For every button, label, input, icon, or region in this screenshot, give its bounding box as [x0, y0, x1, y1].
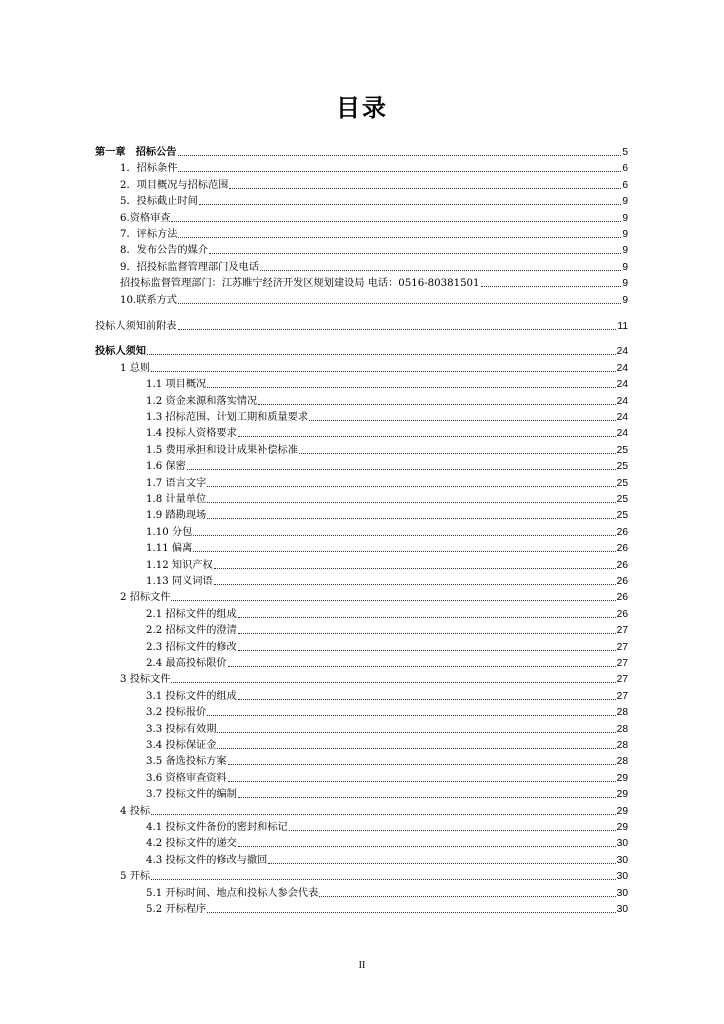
- toc-entry-page: 30: [616, 904, 628, 915]
- toc-leader-dots: [217, 731, 615, 733]
- toc-entry-page: 25: [616, 477, 628, 489]
- toc-leader-dots: [289, 829, 616, 831]
- toc-entry[interactable]: [146, 736, 628, 752]
- toc-entry[interactable]: [146, 654, 628, 670]
- toc-entry[interactable]: [146, 539, 628, 555]
- toc-entry[interactable]: [146, 752, 628, 768]
- toc-entry-title: 4.2 投标文件的递交: [146, 838, 237, 850]
- toc-entry-page: 24: [616, 395, 628, 407]
- toc-entry-page: 30: [616, 854, 628, 866]
- toc-entry-title: 1.5 费用承担和设计成果补偿标准: [146, 444, 298, 456]
- toc-entry[interactable]: [120, 225, 628, 241]
- toc-leader-dots: [187, 468, 616, 470]
- toc-entry-title: 1.4 投标人资格要求: [146, 428, 237, 440]
- toc-entry-title: 1．招标条件: [120, 163, 178, 175]
- toc-entry[interactable]: [146, 884, 628, 900]
- toc-leader-dots: [228, 665, 616, 667]
- toc-entry-page: 30: [616, 887, 628, 899]
- toc-entry-title: 9．招投标监督管理部门及电话: [120, 261, 259, 273]
- page-number-footer: II: [358, 960, 366, 971]
- toc-entry-page: 26: [616, 526, 628, 538]
- toc-entry[interactable]: [120, 192, 628, 208]
- toc-entry-page: 25: [616, 444, 628, 456]
- toc-entry-page: 25: [616, 510, 628, 522]
- toc-entry[interactable]: [146, 424, 628, 440]
- toc-entry-title: 4.3 投标文件的修改与撤回: [146, 854, 268, 866]
- toc-leader-dots: [238, 845, 616, 847]
- toc-entry-title: 2.1 招标文件的组成: [146, 608, 237, 620]
- toc-leader-dots: [209, 252, 621, 254]
- toc-leader-dots: [199, 203, 622, 205]
- toc-leader-dots: [238, 632, 616, 634]
- toc-entry[interactable]: [120, 176, 628, 192]
- toc-entry-title: 2．项目概况与招标范围: [120, 179, 229, 191]
- toc-entry-title: 1.8 计量单位: [146, 494, 207, 505]
- toc-entry-page: 26: [616, 559, 628, 571]
- toc-entry-title: 4 投标: [120, 805, 151, 817]
- toc-entry[interactable]: [146, 851, 628, 867]
- toc-leader-dots: [171, 220, 621, 222]
- toc-entry[interactable]: [120, 159, 628, 175]
- toc-entry-page: 9: [622, 278, 628, 290]
- toc-leader-dots: [193, 534, 615, 536]
- toc-leader-dots: [238, 435, 616, 437]
- toc-leader-dots: [238, 649, 616, 651]
- toc-leader-dots: [178, 328, 617, 330]
- toc-leader-dots: [207, 911, 615, 913]
- toc-leader-dots: [268, 862, 615, 864]
- toc-leader-dots: [207, 485, 615, 487]
- toc-entry-page: 24: [616, 428, 628, 440]
- toc-entry-title: 1.10 分包: [146, 526, 193, 538]
- toc-entry-title: 投标人须知前附表: [95, 320, 177, 332]
- toc-leader-dots: [309, 419, 616, 421]
- toc-entry-page: 24: [616, 379, 628, 391]
- toc-entry-title: 招投标监督管理部门：江苏睢宁经济开发区规划建设局 电话：0516-80381501: [120, 278, 480, 290]
- toc-entry[interactable]: [146, 474, 628, 490]
- toc-leader-dots: [228, 780, 616, 782]
- toc-entry-page: 6: [622, 163, 628, 175]
- toc-entry-title: 5．投标截止时间: [120, 196, 198, 208]
- toc-leader-dots: [207, 517, 615, 519]
- toc-entry[interactable]: [146, 769, 628, 785]
- toc-leader-dots: [229, 187, 621, 189]
- toc-entry-page: 9: [622, 212, 628, 224]
- toc-entry-page: 28: [616, 707, 628, 719]
- toc-entry[interactable]: [120, 241, 628, 257]
- toc-entry-page: 30: [616, 871, 628, 883]
- toc-entry-title: 1.11 偏离: [146, 543, 193, 555]
- toc-entry-page: 27: [616, 690, 628, 702]
- toc-entry-title: 3 投标文件: [120, 674, 171, 686]
- toc-entry[interactable]: [120, 291, 628, 307]
- toc-entry-page: 26: [616, 608, 628, 620]
- toc-entry-page: 26: [616, 592, 628, 604]
- toc-entry-title: 1.1 项目概况: [146, 379, 207, 391]
- toc-entry-page: 28: [616, 723, 628, 735]
- toc-entry[interactable]: [146, 785, 628, 801]
- toc-entry-page: 25: [616, 461, 628, 473]
- toc-entry-title: 6.资格审查: [120, 212, 171, 224]
- toc-leader-dots: [151, 813, 616, 815]
- toc-entry-page: 29: [616, 805, 628, 817]
- toc-entry-page: 6: [622, 179, 628, 191]
- toc-entry-page: 28: [616, 740, 628, 751]
- toc-leader-dots: [151, 370, 616, 372]
- toc-leader-dots: [178, 170, 621, 172]
- toc-entry-page: 29: [616, 822, 628, 833]
- toc-entry-title: 3.2 投标报价: [146, 707, 207, 719]
- toc-entry-title: 1.12 知识产权: [146, 559, 213, 571]
- toc-entry-title: 1.7 语言文字: [146, 477, 207, 489]
- toc-leader-dots: [171, 681, 615, 683]
- toc-entry-page: 9: [622, 196, 628, 208]
- toc-entry-page: 9: [622, 261, 628, 273]
- toc-entry-title: 3.1 投标文件的组成: [146, 690, 237, 702]
- toc-entry[interactable]: [146, 392, 628, 408]
- toc-entry-page: 5: [622, 147, 628, 158]
- toc-entry-page: 24: [616, 362, 628, 374]
- toc-entry-page: 27: [616, 674, 628, 686]
- toc-leader-dots: [228, 763, 616, 765]
- toc-entry[interactable]: [146, 900, 628, 916]
- toc-entry[interactable]: [95, 317, 628, 333]
- toc-leader-dots: [258, 403, 616, 405]
- toc-leader-dots: [193, 550, 615, 552]
- toc-entry-title: 8．发布公告的媒介: [120, 245, 208, 257]
- toc-entry-page: 30: [616, 838, 628, 850]
- toc-entry[interactable]: [146, 441, 628, 457]
- toc-leader-dots: [178, 154, 622, 156]
- toc-leader-dots: [151, 878, 616, 880]
- toc-leader-dots: [481, 285, 622, 287]
- toc-leader-dots: [207, 386, 615, 388]
- toc-entry-page: 26: [616, 543, 628, 555]
- toc-entry-title: 10.联系方式: [120, 294, 177, 306]
- toc-entry-title: 5.1 开标时间、地点和投标人参会代表: [146, 887, 319, 899]
- toc-entry[interactable]: [146, 457, 628, 473]
- toc-entry-title: 2 招标文件: [120, 592, 171, 604]
- toc-entry[interactable]: [120, 209, 628, 225]
- toc-leader-dots: [178, 236, 621, 238]
- toc-entry-page: 29: [616, 789, 628, 801]
- toc-entry-title: 1 总则: [120, 362, 151, 374]
- toc-entry[interactable]: [146, 638, 628, 654]
- toc-entry-title: 3.6 资格审查资料: [146, 772, 227, 784]
- toc-entry[interactable]: [120, 359, 628, 375]
- toc-entry-page: 27: [616, 625, 628, 637]
- toc-entry[interactable]: [146, 490, 628, 506]
- toc-entry-title: 第一章 招标公告: [95, 147, 177, 158]
- toc-entry[interactable]: [146, 720, 628, 736]
- toc-leader-dots: [238, 698, 616, 700]
- toc-entry[interactable]: [95, 342, 628, 358]
- toc-entry[interactable]: [146, 506, 628, 522]
- toc-entry[interactable]: [120, 258, 628, 274]
- toc-entry-page: 29: [616, 772, 628, 784]
- toc-leader-dots: [207, 501, 615, 503]
- toc-leader-dots: [238, 616, 616, 618]
- toc-entry[interactable]: [146, 703, 628, 719]
- toc-entry[interactable]: [120, 588, 628, 604]
- toc-entry-title: 3.7 投标文件的编制: [146, 789, 237, 801]
- toc-entry-title: 3.3 投标有效期: [146, 723, 217, 735]
- toc-entry-title: 3.5 备选投标方案: [146, 756, 227, 768]
- toc-entry-title: 1.3 招标范围、计划工期和质量要求: [146, 412, 309, 423]
- toc-entry-title: 5.2 开标程序: [146, 904, 207, 915]
- toc-entry-page: 9: [622, 229, 628, 240]
- toc-leader-dots: [214, 583, 616, 585]
- toc-entry-title: 3.4 投标保证金: [146, 740, 217, 751]
- toc-entry[interactable]: [146, 818, 628, 834]
- toc-entry-title: 1.9 踏勘现场: [146, 510, 207, 522]
- toc-entry-page: 27: [616, 658, 628, 669]
- toc-entry[interactable]: [146, 605, 628, 621]
- toc-entry[interactable]: [146, 556, 628, 572]
- toc-leader-dots: [260, 269, 621, 271]
- toc-entry-page: 26: [616, 576, 628, 587]
- toc-entry[interactable]: [120, 867, 628, 883]
- toc-leader-dots: [214, 567, 616, 569]
- toc-entry-page: 24: [616, 412, 628, 423]
- toc-entry-title: 1.2 资金来源和落实情况: [146, 395, 258, 407]
- toc-leader-dots: [238, 796, 616, 798]
- toc-entry-page: 11: [617, 320, 628, 332]
- toc-entry-page: 9: [622, 294, 628, 306]
- page-title: 目录: [336, 94, 388, 122]
- toc-entry-title: 1.13 同义词语: [146, 576, 213, 587]
- toc-entry-title: 1.6 保密: [146, 461, 186, 473]
- toc-entry-page: 25: [616, 494, 628, 505]
- toc-entry[interactable]: [120, 274, 628, 290]
- toc-entry[interactable]: [95, 143, 628, 159]
- toc-leader-dots: [178, 302, 621, 304]
- toc-entry[interactable]: [146, 523, 628, 539]
- toc-entry[interactable]: [146, 408, 628, 424]
- toc-entry[interactable]: [146, 572, 628, 588]
- toc-leader-dots: [319, 895, 615, 897]
- toc-entry[interactable]: [146, 687, 628, 703]
- toc-leader-dots: [207, 714, 615, 716]
- toc-entry-title: 2.3 招标文件的修改: [146, 641, 237, 653]
- toc-entry-page: 27: [616, 641, 628, 653]
- toc-entry[interactable]: [146, 621, 628, 637]
- toc-leader-dots: [171, 599, 615, 601]
- toc-entry-title: 4.1 投标文件备份的密封和标记: [146, 822, 288, 833]
- toc-entry[interactable]: [146, 375, 628, 391]
- toc-leader-dots: [147, 353, 616, 355]
- toc-entry[interactable]: [120, 802, 628, 818]
- toc-entry-title: 2.2 招标文件的澄清: [146, 625, 237, 637]
- toc-entry-title: 7．评标方法: [120, 229, 178, 240]
- toc-entry-title: 投标人须知: [95, 346, 146, 358]
- toc-entry[interactable]: [120, 670, 628, 686]
- toc-leader-dots: [217, 747, 615, 749]
- toc-entry-title: 2.4 最高投标限价: [146, 658, 227, 669]
- toc-entry-page: 9: [622, 245, 628, 257]
- toc-entry-page: 24: [616, 346, 628, 358]
- toc-entry[interactable]: [146, 834, 628, 850]
- toc-entry-page: 28: [616, 756, 628, 768]
- toc-leader-dots: [299, 452, 616, 454]
- toc-entry-title: 5 开标: [120, 871, 151, 883]
